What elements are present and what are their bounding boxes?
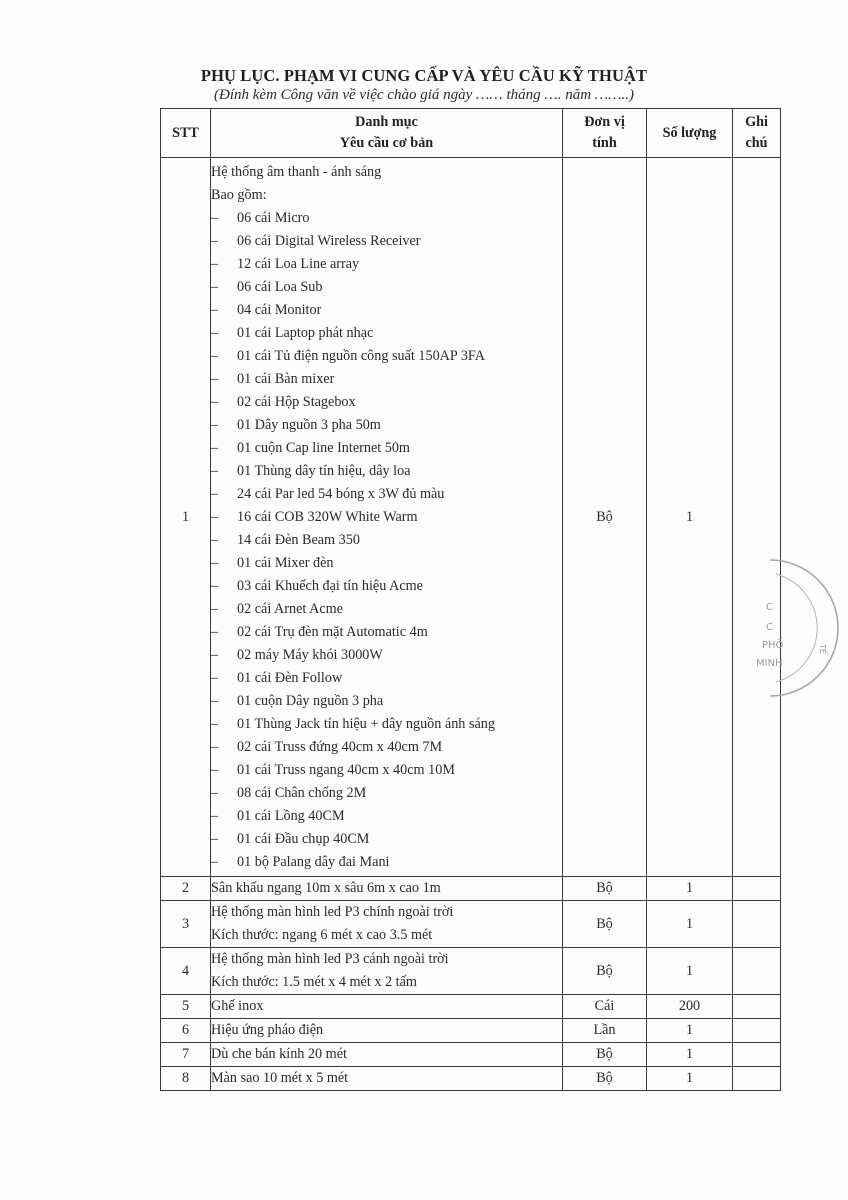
equipment-item [211, 736, 562, 759]
row-note [733, 948, 781, 995]
equipment-list [211, 207, 562, 874]
dash-bullet: – [211, 348, 219, 364]
equipment-item [211, 575, 562, 598]
equipment-item-text: 16 cái COB 320W White Warm [237, 509, 418, 525]
row-qty: 1 [647, 1067, 733, 1091]
dash-bullet: – [211, 693, 219, 709]
seal-text: MINH [756, 658, 783, 669]
seal-text: TẾ [818, 644, 827, 654]
row-qty: 1 [647, 901, 733, 948]
equipment-item [211, 391, 562, 414]
equipment-item-text: 01 Dây nguồn 3 pha 50m [237, 417, 381, 433]
document-subtitle: (Đính kèm Công văn về việc chào giá ngày …… tháng …. năm ……..) [214, 87, 634, 103]
row-qty: 1 [647, 158, 733, 877]
equipment-item-text: 02 cái Arnet Acme [237, 601, 343, 617]
equipment-item [211, 483, 562, 506]
equipment-item-text: 01 cái Truss ngang 40cm x 40cm 10M [237, 762, 455, 778]
header-ghi-chu [733, 109, 781, 158]
dash-bullet: – [211, 233, 219, 249]
row-note [733, 158, 781, 877]
row-description [211, 995, 563, 1019]
row-description [211, 1043, 563, 1067]
row-description [211, 1019, 563, 1043]
equipment-item [211, 667, 562, 690]
row-description [211, 158, 563, 877]
row-line1: Sân khấu ngang 10m x sâu 6m x cao 1m [211, 880, 441, 896]
dash-bullet: – [211, 647, 219, 663]
equipment-item-text: 06 cái Micro [237, 210, 310, 226]
dash-bullet: – [211, 440, 219, 456]
scope-table [160, 108, 781, 1091]
equipment-item-text: 01 cái Đèn Follow [237, 670, 343, 686]
equipment-item-text: 01 Thùng Jack tín hiệu + dây nguồn ánh sáng [237, 716, 495, 732]
row-line2: Kích thước: ngang 6 mét x cao 3.5 mét [211, 927, 433, 943]
row-stt: 2 [161, 877, 211, 901]
header-so-luong: Số lượng [647, 109, 733, 158]
equipment-item [211, 690, 562, 713]
row-line2: Kích thước: 1.5 mét x 4 mét x 2 tấm [211, 974, 417, 990]
row-unit: Cái [563, 995, 647, 1019]
equipment-item [211, 759, 562, 782]
header-danh-muc [211, 109, 563, 158]
row-stt: 7 [161, 1043, 211, 1067]
equipment-item [211, 322, 562, 345]
equipment-item [211, 529, 562, 552]
row-unit: Bộ [563, 948, 647, 995]
equipment-item [211, 437, 562, 460]
equipment-item [211, 460, 562, 483]
row-qty: 1 [647, 877, 733, 901]
row-description [211, 1067, 563, 1091]
row-line1: Hệ thống màn hình led P3 chính ngoài trời [211, 904, 454, 920]
dash-bullet: – [211, 394, 219, 410]
row-stt: 8 [161, 1067, 211, 1091]
row-stt: 4 [161, 948, 211, 995]
equipment-item-text: 01 cái Bàn mixer [237, 371, 335, 387]
dash-bullet: – [211, 417, 219, 433]
table-row [161, 948, 781, 995]
equipment-item-text: 01 cuộn Cap line Internet 50m [237, 440, 410, 456]
table-row [161, 995, 781, 1019]
row-note [733, 1067, 781, 1091]
header-stt: STT [161, 109, 211, 158]
document-title: PHỤ LỤC. PHẠM VI CUNG CẤP VÀ YÊU CẦU KỸ THUẬT [200, 66, 648, 85]
equipment-item-text: 02 cái Hộp Stagebox [237, 394, 356, 410]
equipment-item-text: 08 cái Chân chống 2M [237, 785, 367, 801]
header-don-vi-line1: Đơn vị [584, 114, 625, 130]
equipment-item [211, 713, 562, 736]
row-line1: Màn sao 10 mét x 5 mét [211, 1070, 349, 1086]
dash-bullet: – [211, 739, 219, 755]
equipment-item-text: 03 cái Khuếch đại tín hiệu Acme [237, 578, 423, 594]
equipment-item [211, 644, 562, 667]
equipment-item-text: 01 cuộn Dây nguồn 3 pha [237, 693, 384, 709]
row-intro: Bao gồm: [211, 187, 267, 203]
equipment-item [211, 621, 562, 644]
row-name: Hệ thống âm thanh - ánh sáng [211, 164, 382, 180]
row-stt: 3 [161, 901, 211, 948]
row-stt: 5 [161, 995, 211, 1019]
equipment-item [211, 506, 562, 529]
row-description [211, 901, 563, 948]
equipment-item [211, 253, 562, 276]
header-ghi-chu-line2: chú [745, 135, 768, 151]
equipment-item [211, 299, 562, 322]
table-row [161, 877, 781, 901]
equipment-item [211, 805, 562, 828]
equipment-item-text: 06 cái Digital Wireless Receiver [237, 233, 421, 249]
row-stt: 1 [161, 158, 211, 877]
row-note [733, 901, 781, 948]
dash-bullet: – [211, 601, 219, 617]
table-row [161, 1067, 781, 1091]
row-note [733, 877, 781, 901]
dash-bullet: – [211, 509, 219, 525]
seal-text: PHỐ [762, 640, 784, 651]
equipment-item-text: 02 máy Máy khói 3000W [237, 647, 383, 663]
row-qty: 1 [647, 1043, 733, 1067]
table-row [161, 901, 781, 948]
equipment-item-text: 01 cái Mixer đèn [237, 555, 334, 571]
equipment-item-text: 06 cái Loa Sub [237, 279, 323, 295]
equipment-item-text: 01 cái Laptop phát nhạc [237, 325, 374, 341]
row-note [733, 1019, 781, 1043]
dash-bullet: – [211, 670, 219, 686]
row-description [211, 948, 563, 995]
equipment-item-text: 02 cái Trụ đèn mặt Automatic 4m [237, 624, 428, 640]
dash-bullet: – [211, 555, 219, 571]
row-unit: Bộ [563, 877, 647, 901]
equipment-item-text: 01 cái Đầu chụp 40CM [237, 831, 370, 847]
equipment-item [211, 368, 562, 391]
dash-bullet: – [211, 854, 219, 870]
row-stt: 6 [161, 1019, 211, 1043]
row-line1: Ghế inox [211, 998, 264, 1014]
table-row [161, 1019, 781, 1043]
header-row [161, 109, 781, 158]
dash-bullet: – [211, 256, 219, 272]
dash-bullet: – [211, 210, 219, 226]
row-line1: Hiệu ứng pháo điện [211, 1022, 324, 1038]
seal-text: C [766, 622, 773, 633]
equipment-item-text: 01 bộ Palang dây đai Mani [237, 854, 390, 870]
row-description [211, 877, 563, 901]
header-don-vi [563, 109, 647, 158]
equipment-item [211, 414, 562, 437]
header-don-vi-line2: tính [592, 135, 617, 151]
equipment-item-text: 14 cái Đèn Beam 350 [237, 532, 360, 548]
row-note [733, 995, 781, 1019]
row-unit: Lần [563, 1019, 647, 1043]
equipment-item [211, 207, 562, 230]
dash-bullet: – [211, 463, 219, 479]
row-unit: Bộ [563, 1043, 647, 1067]
dash-bullet: – [211, 716, 219, 732]
row-unit: Bộ [563, 901, 647, 948]
table-row [161, 1043, 781, 1067]
dash-bullet: – [211, 279, 219, 295]
equipment-item [211, 828, 562, 851]
header-yeu-cau-label: Yêu cầu cơ bản [339, 135, 434, 151]
row-unit: Bộ [563, 1067, 647, 1091]
seal-text: C [766, 602, 773, 613]
equipment-item-text: 01 Thùng dây tín hiệu, dây loa [237, 463, 411, 479]
dash-bullet: – [211, 808, 219, 824]
dash-bullet: – [211, 624, 219, 640]
header-danh-muc-label: Danh mục [355, 114, 418, 130]
dash-bullet: – [211, 831, 219, 847]
row-line1: Hệ thống màn hình led P3 cánh ngoài trời [211, 951, 449, 967]
row-qty: 1 [647, 948, 733, 995]
equipment-item-text: 04 cái Monitor [237, 302, 322, 318]
equipment-item [211, 782, 562, 805]
equipment-item-text: 01 cái Tủ điện nguồn công suất 150AP 3FA [237, 348, 485, 364]
equipment-item [211, 345, 562, 368]
equipment-item-text: 02 cái Truss đứng 40cm x 40cm 7M [237, 739, 443, 755]
row-qty: 1 [647, 1019, 733, 1043]
equipment-item [211, 851, 562, 874]
dash-bullet: – [211, 371, 219, 387]
dash-bullet: – [211, 302, 219, 318]
table-row [161, 158, 781, 877]
equipment-item [211, 276, 562, 299]
equipment-item-text: 12 cái Loa Line array [237, 256, 360, 272]
dash-bullet: – [211, 486, 219, 502]
equipment-item [211, 598, 562, 621]
header-ghi-chu-line1: Ghi [745, 114, 768, 130]
dash-bullet: – [211, 325, 219, 341]
row-note [733, 1043, 781, 1067]
equipment-item-text: 24 cái Par led 54 bóng x 3W đủ màu [237, 486, 445, 502]
dash-bullet: – [211, 578, 219, 594]
equipment-item-text: 01 cái Lồng 40CM [237, 808, 345, 824]
row-qty: 200 [647, 995, 733, 1019]
row-line1: Dù che bán kính 20 mét [211, 1046, 347, 1062]
equipment-item [211, 230, 562, 253]
row-unit: Bộ [563, 158, 647, 877]
equipment-item [211, 552, 562, 575]
dash-bullet: – [211, 785, 219, 801]
dash-bullet: – [211, 762, 219, 778]
dash-bullet: – [211, 532, 219, 548]
